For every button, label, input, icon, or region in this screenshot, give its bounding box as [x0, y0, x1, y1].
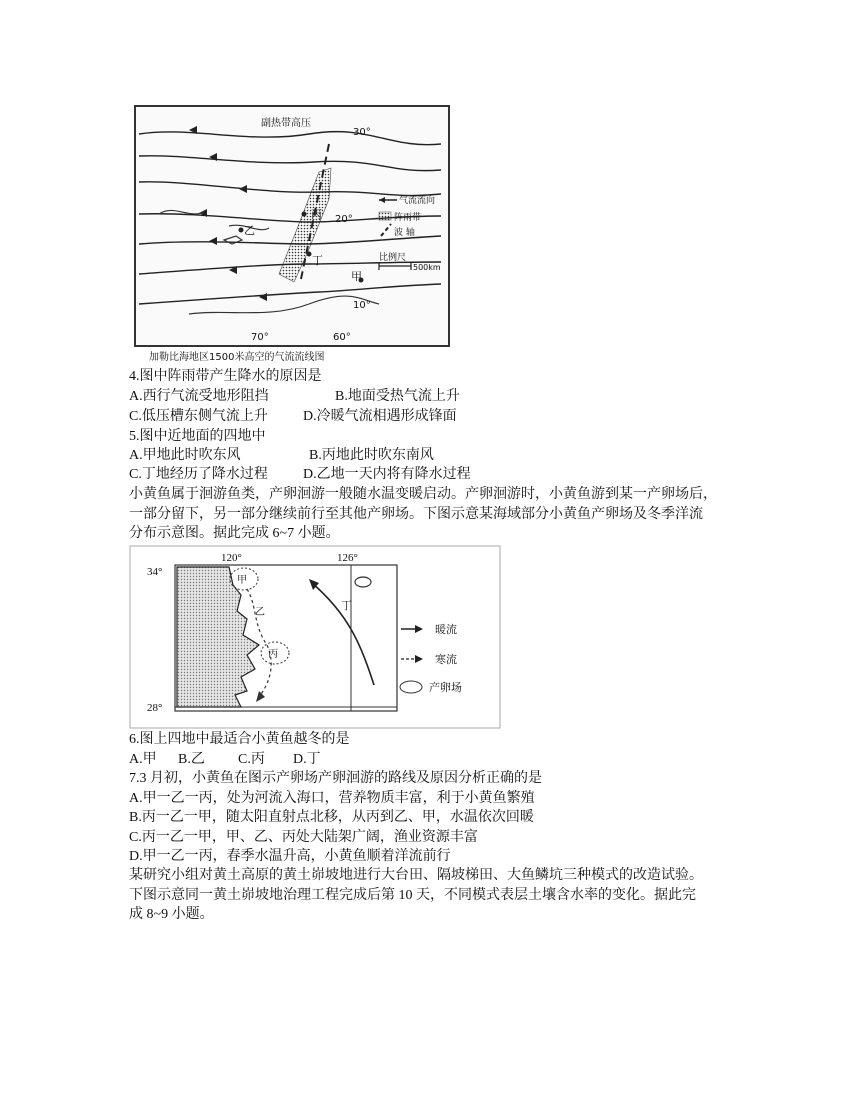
airflow-map-svg — [129, 104, 453, 366]
lon-70: 70° — [251, 332, 269, 343]
label-subtropical-high: 副热带高压 — [261, 118, 311, 129]
figure-spawning-map — [129, 545, 501, 729]
q4-options-row2 — [129, 408, 457, 426]
q7-stem: 7.3 月初，小黄鱼在图示产卵场产卵洄游的路线及原因分析正确的是 — [129, 771, 542, 786]
q5-option-b[interactable]: B.丙地此时吹东南风 — [309, 448, 434, 463]
place-bing-2: 丙 — [268, 649, 278, 660]
passage2-line1: 小黄鱼属于洄游鱼类，产卵洄游一般随水温变暖启动。产卵洄游时，小黄鱼游到某一产卵场后， — [129, 487, 717, 502]
q4-options-row1 — [129, 388, 460, 406]
q4-option-b[interactable]: B.地面受热气流上升 — [335, 389, 460, 404]
passage3-line1: 某研究小组对黄土高原的黄土峁坡地进行大台田、隔坡梯田、大鱼鳞坑三种模式的改造试验。 — [129, 868, 703, 883]
legend-cold: 寒流 — [435, 653, 457, 666]
q4-option-a[interactable]: A.西行气流受地形阻挡 — [129, 389, 269, 404]
q4-stem: 4.图中阵雨带产生降水的原因是 — [129, 369, 322, 384]
q5-options-row2 — [129, 466, 471, 484]
place-yi-2: 乙 — [255, 607, 265, 618]
q5-options-row1 — [129, 447, 434, 465]
q6-stem: 6.图上四地中最适合小黄鱼越冬的是 — [129, 732, 350, 747]
passage2-line3: 分布示意图。据此完成 6~7 小题。 — [129, 526, 340, 541]
place-bing: 丙 — [311, 208, 322, 221]
legend-flow: 气流流向 — [399, 196, 436, 206]
q6-option-a[interactable]: A.甲 — [129, 752, 157, 767]
lat-34: 34° — [147, 566, 163, 578]
q5-option-a[interactable]: A.甲地此时吹东风 — [129, 448, 241, 463]
passage3-line2: 下图示意同一黄土峁坡地治理工程完成后第 10 天，不同模式表层土壤含水率的变化。据此完 — [129, 888, 696, 903]
q5-option-d[interactable]: D.乙地一天内将有降水过程 — [303, 467, 471, 482]
passage3-line3: 成 8~9 小题。 — [129, 907, 214, 922]
legend-spawn: 产卵场 — [429, 681, 462, 694]
q6-option-b[interactable]: B.乙 — [178, 752, 205, 767]
legend-warm: 暖流 — [435, 623, 457, 636]
q7-option-b[interactable]: B.丙一乙一甲，随太阳直射点北移，从丙到乙、甲，水温依次回暖 — [129, 810, 534, 825]
lat-20: 20° — [335, 214, 353, 225]
q6-options — [129, 751, 321, 769]
lon-120: 120° — [221, 552, 242, 564]
place-jia-2: 甲 — [237, 575, 247, 586]
q5-stem: 5.图中近地面的四地中 — [129, 429, 266, 444]
passage2-line2: 一部分留下，另一部分继续前行至其他产卵场。下图示意某海域部分小黄鱼产卵场及冬季洋流 — [129, 507, 703, 522]
figure1-caption: 加勒比海地区1500米高空的气流流线图 — [149, 352, 325, 363]
q5-option-c[interactable]: C.丁地经历了降水过程 — [129, 467, 268, 482]
legend-scale: 比例尺 — [379, 253, 407, 263]
legend-wave: 波 轴 — [394, 228, 415, 238]
place-ding: 丁 — [312, 254, 323, 267]
lon-60: 60° — [333, 332, 351, 343]
figure-airflow-map — [129, 104, 453, 366]
q7-option-c[interactable]: C.丙一乙一甲，甲、乙、丙处大陆架广阔，渔业资源丰富 — [129, 830, 478, 845]
lon-126: 126° — [337, 552, 358, 564]
place-jia: 甲 — [351, 270, 362, 283]
legend-scale-value: 500km — [413, 263, 441, 272]
q7-option-a[interactable]: A.甲一乙一丙，处为河流入海口，营养物质丰富，利于小黄鱼繁殖 — [129, 791, 535, 806]
lat-28: 28° — [147, 702, 163, 714]
place-yi: 乙 — [244, 224, 255, 237]
lat-10: 10° — [353, 300, 371, 311]
q4-option-d[interactable]: D.冷暖气流相遇形成锋面 — [303, 409, 457, 424]
place-ding-2: 丁 — [341, 599, 352, 612]
q7-option-d[interactable]: D.甲一乙一丙，春季水温升高，小黄鱼顺着洋流前行 — [129, 849, 451, 864]
spawning-map-svg — [129, 545, 501, 729]
lat-30: 30° — [353, 127, 371, 138]
q6-option-d[interactable]: D.丁 — [293, 752, 321, 767]
q4-option-c[interactable]: C.低压槽东侧气流上升 — [129, 409, 268, 424]
legend-rain: 阵雨带 — [394, 213, 422, 223]
q6-option-c[interactable]: C.丙 — [238, 752, 265, 767]
